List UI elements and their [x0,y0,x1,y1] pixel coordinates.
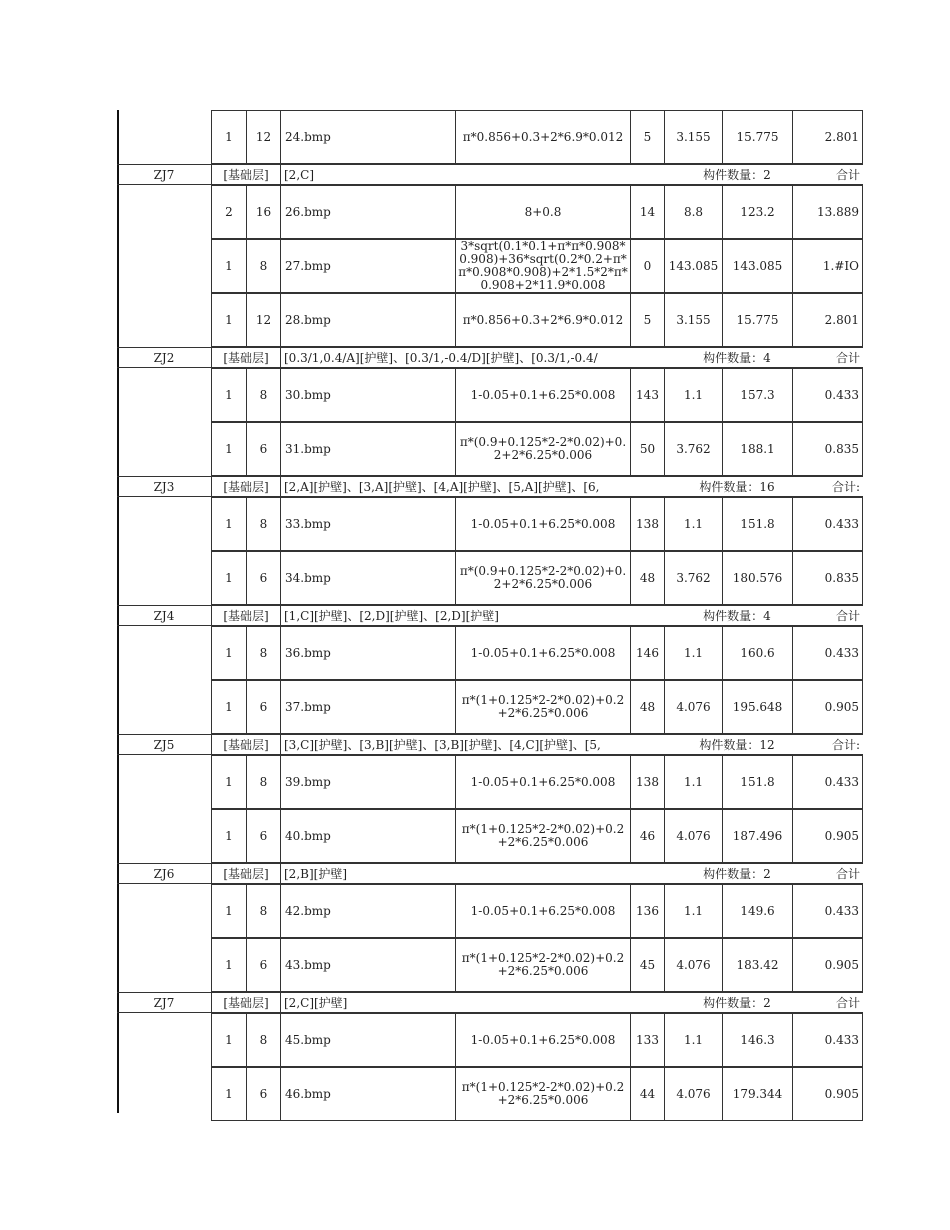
total-length: 151.8 [722,755,792,809]
position-list: [1,C][护壁]、[2,D][护壁]、[2,D][护壁] [280,605,687,626]
diameter-cell: 16 [246,185,280,239]
weight-cell: 0.433 [792,368,863,422]
blank-code-cell [117,293,211,347]
total-length: 187.496 [722,809,792,863]
layer-label: [基础层] [211,863,280,884]
rebar-detail-row [117,884,863,938]
single-length: 4.076 [664,680,722,734]
rebar-detail-row [117,938,863,992]
qty-cell: 1 [211,1013,246,1067]
single-length: 4.076 [664,809,722,863]
position-list: [2,C][护壁] [280,992,687,1013]
component-header-row [117,863,863,884]
qty-cell: 2 [211,185,246,239]
weight-cell: 13.889 [792,185,863,239]
rebar-detail-row [117,239,863,293]
qty-cell: 1 [211,239,246,293]
blank-code-cell [117,497,211,551]
blank-code-cell [117,809,211,863]
total-label: 合计: [787,476,863,497]
layer-label: [基础层] [211,164,280,185]
total-label: 合计 [787,605,863,626]
component-code: ZJ6 [117,863,211,884]
diameter-cell: 6 [246,551,280,605]
rebar-detail-row [117,626,863,680]
weight-cell: 2.801 [792,110,863,164]
rebar-detail-row [117,422,863,476]
length-formula: 1-0.05+0.1+6.25*0.008 [455,884,630,938]
qty-cell: 1 [211,680,246,734]
length-formula: 8+0.8 [455,185,630,239]
single-length: 1.1 [664,626,722,680]
weight-cell: 0.835 [792,422,863,476]
component-count: 构件数量：4 [687,605,787,626]
single-length: 4.076 [664,1067,722,1121]
bar-count: 5 [630,293,664,347]
rebar-detail-row [117,809,863,863]
bar-count: 48 [630,680,664,734]
blank-code-cell [117,626,211,680]
weight-cell: 0.433 [792,884,863,938]
component-header-row [117,992,863,1013]
component-count: 构件数量：12 [687,734,787,755]
component-count: 构件数量：16 [687,476,787,497]
weight-cell: 0.905 [792,809,863,863]
length-formula: 1-0.05+0.1+6.25*0.008 [455,626,630,680]
total-label: 合计 [787,863,863,884]
total-length: 188.1 [722,422,792,476]
single-length: 3.155 [664,293,722,347]
shape-image-name: 34.bmp [280,551,455,605]
qty-cell: 1 [211,110,246,164]
length-formula: π*(1+0.125*2-2*0.02)+0.2+2*6.25*0.006 [455,1067,630,1121]
single-length: 4.076 [664,938,722,992]
diameter-cell: 8 [246,368,280,422]
blank-code-cell [117,938,211,992]
total-length: 149.6 [722,884,792,938]
rebar-detail-row [117,755,863,809]
diameter-cell: 8 [246,239,280,293]
length-formula: 1-0.05+0.1+6.25*0.008 [455,368,630,422]
shape-image-name: 36.bmp [280,626,455,680]
weight-cell: 0.433 [792,497,863,551]
blank-code-cell [117,884,211,938]
shape-image-name: 39.bmp [280,755,455,809]
component-header-row [117,164,863,185]
position-list: [2,B][护壁] [280,863,687,884]
qty-cell: 1 [211,368,246,422]
shape-image-name: 27.bmp [280,239,455,293]
component-code: ZJ7 [117,992,211,1013]
total-label: 合计 [787,164,863,185]
qty-cell: 1 [211,938,246,992]
length-formula: 1-0.05+0.1+6.25*0.008 [455,1013,630,1067]
diameter-cell: 6 [246,938,280,992]
weight-cell: 2.801 [792,293,863,347]
weight-cell: 1.#IO [792,239,863,293]
length-formula: 1-0.05+0.1+6.25*0.008 [455,497,630,551]
diameter-cell: 6 [246,680,280,734]
single-length: 3.155 [664,110,722,164]
bar-count: 146 [630,626,664,680]
rebar-detail-row [117,680,863,734]
rebar-detail-row [117,293,863,347]
position-list: [3,C][护壁]、[3,B][护壁]、[3,B][护壁]、[4,C][护壁]、[5, [280,734,687,755]
bar-count: 44 [630,1067,664,1121]
weight-cell: 0.433 [792,626,863,680]
blank-code-cell [117,422,211,476]
weight-cell: 0.905 [792,1067,863,1121]
rebar-detail-row [117,185,863,239]
single-length: 1.1 [664,497,722,551]
total-label: 合计 [787,347,863,368]
total-length: 183.42 [722,938,792,992]
diameter-cell: 8 [246,884,280,938]
blank-code-cell [117,185,211,239]
component-count: 构件数量：2 [687,863,787,884]
blank-code-cell [117,239,211,293]
diameter-cell: 12 [246,293,280,347]
shape-image-name: 28.bmp [280,293,455,347]
qty-cell: 1 [211,293,246,347]
weight-cell: 0.433 [792,755,863,809]
diameter-cell: 8 [246,497,280,551]
bar-count: 0 [630,239,664,293]
layer-label: [基础层] [211,347,280,368]
total-length: 123.2 [722,185,792,239]
total-length: 146.3 [722,1013,792,1067]
blank-code-cell [117,755,211,809]
length-formula: π*(1+0.125*2-2*0.02)+0.2+2*6.25*0.006 [455,809,630,863]
weight-cell: 0.835 [792,551,863,605]
component-count: 构件数量：2 [687,992,787,1013]
position-list: [2,A][护壁]、[3,A][护壁]、[4,A][护壁]、[5,A][护壁]、[6, [280,476,687,497]
total-length: 157.3 [722,368,792,422]
shape-image-name: 43.bmp [280,938,455,992]
weight-cell: 0.905 [792,680,863,734]
rebar-detail-row [117,551,863,605]
total-label: 合计 [787,992,863,1013]
blank-code-cell [117,680,211,734]
single-length: 3.762 [664,422,722,476]
single-length: 8.8 [664,185,722,239]
total-length: 151.8 [722,497,792,551]
layer-label: [基础层] [211,992,280,1013]
diameter-cell: 6 [246,1067,280,1121]
qty-cell: 1 [211,422,246,476]
shape-image-name: 37.bmp [280,680,455,734]
shape-image-name: 33.bmp [280,497,455,551]
component-count: 构件数量：2 [687,164,787,185]
shape-image-name: 24.bmp [280,110,455,164]
diameter-cell: 8 [246,626,280,680]
length-formula: π*0.856+0.3+2*6.9*0.012 [455,110,630,164]
single-length: 1.1 [664,368,722,422]
single-length: 1.1 [664,1013,722,1067]
component-count: 构件数量：4 [687,347,787,368]
length-formula: 3*sqrt(0.1*0.1+π*π*0.908*0.908)+36*sqrt(0.2*0.2+π*π*0.908*0.908)+2*1.5*2*π*0.908+2*11.9*0.008 [455,239,630,293]
single-length: 143.085 [664,239,722,293]
component-code: ZJ5 [117,734,211,755]
bar-count: 138 [630,755,664,809]
diameter-cell: 8 [246,1013,280,1067]
diameter-cell: 8 [246,755,280,809]
component-header-row [117,476,863,497]
weight-cell: 0.905 [792,938,863,992]
rebar-detail-row [117,110,863,164]
component-header-row [117,605,863,626]
total-length: 15.775 [722,110,792,164]
blank-code-cell [117,110,211,164]
qty-cell: 1 [211,497,246,551]
shape-image-name: 46.bmp [280,1067,455,1121]
component-code: ZJ2 [117,347,211,368]
single-length: 1.1 [664,755,722,809]
bar-count: 45 [630,938,664,992]
position-list: [2,C] [280,164,687,185]
diameter-cell: 6 [246,422,280,476]
total-label: 合计: [787,734,863,755]
rebar-detail-row [117,1013,863,1067]
component-header-row [117,734,863,755]
component-header-row [117,347,863,368]
qty-cell: 1 [211,626,246,680]
shape-image-name: 42.bmp [280,884,455,938]
total-length: 195.648 [722,680,792,734]
total-length: 180.576 [722,551,792,605]
blank-code-cell [117,551,211,605]
bar-count: 46 [630,809,664,863]
component-code: ZJ3 [117,476,211,497]
shape-image-name: 26.bmp [280,185,455,239]
qty-cell: 1 [211,809,246,863]
bar-count: 136 [630,884,664,938]
qty-cell: 1 [211,884,246,938]
bar-count: 5 [630,110,664,164]
total-length: 160.6 [722,626,792,680]
rebar-detail-row [117,497,863,551]
total-length: 15.775 [722,293,792,347]
component-code: ZJ4 [117,605,211,626]
single-length: 3.762 [664,551,722,605]
length-formula: π*(0.9+0.125*2-2*0.02)+0.2+2*6.25*0.006 [455,422,630,476]
bar-count: 14 [630,185,664,239]
position-list: [0.3/1,0.4/A][护壁]、[0.3/1,-0.4/D][护壁]、[0.3/1,-0.4/ [280,347,687,368]
rebar-detail-row [117,1067,863,1121]
layer-label: [基础层] [211,605,280,626]
layer-label: [基础层] [211,734,280,755]
length-formula: π*(1+0.125*2-2*0.02)+0.2+2*6.25*0.006 [455,938,630,992]
total-length: 143.085 [722,239,792,293]
weight-cell: 0.433 [792,1013,863,1067]
blank-code-cell [117,1013,211,1067]
layer-label: [基础层] [211,476,280,497]
bar-count: 143 [630,368,664,422]
length-formula: π*(1+0.125*2-2*0.02)+0.2+2*6.25*0.006 [455,680,630,734]
blank-code-cell [117,368,211,422]
total-length: 179.344 [722,1067,792,1121]
component-code: ZJ7 [117,164,211,185]
qty-cell: 1 [211,551,246,605]
shape-image-name: 45.bmp [280,1013,455,1067]
rebar-detail-row [117,368,863,422]
bar-count: 138 [630,497,664,551]
bar-count: 133 [630,1013,664,1067]
shape-image-name: 40.bmp [280,809,455,863]
shape-image-name: 30.bmp [280,368,455,422]
diameter-cell: 12 [246,110,280,164]
shape-image-name: 31.bmp [280,422,455,476]
length-formula: π*0.856+0.3+2*6.9*0.012 [455,293,630,347]
length-formula: 1-0.05+0.1+6.25*0.008 [455,755,630,809]
single-length: 1.1 [664,884,722,938]
blank-code-cell [117,1067,211,1121]
bar-count: 50 [630,422,664,476]
diameter-cell: 6 [246,809,280,863]
qty-cell: 1 [211,755,246,809]
qty-cell: 1 [211,1067,246,1121]
rebar-schedule-table [117,110,863,1121]
bar-count: 48 [630,551,664,605]
length-formula: π*(0.9+0.125*2-2*0.02)+0.2+2*6.25*0.006 [455,551,630,605]
